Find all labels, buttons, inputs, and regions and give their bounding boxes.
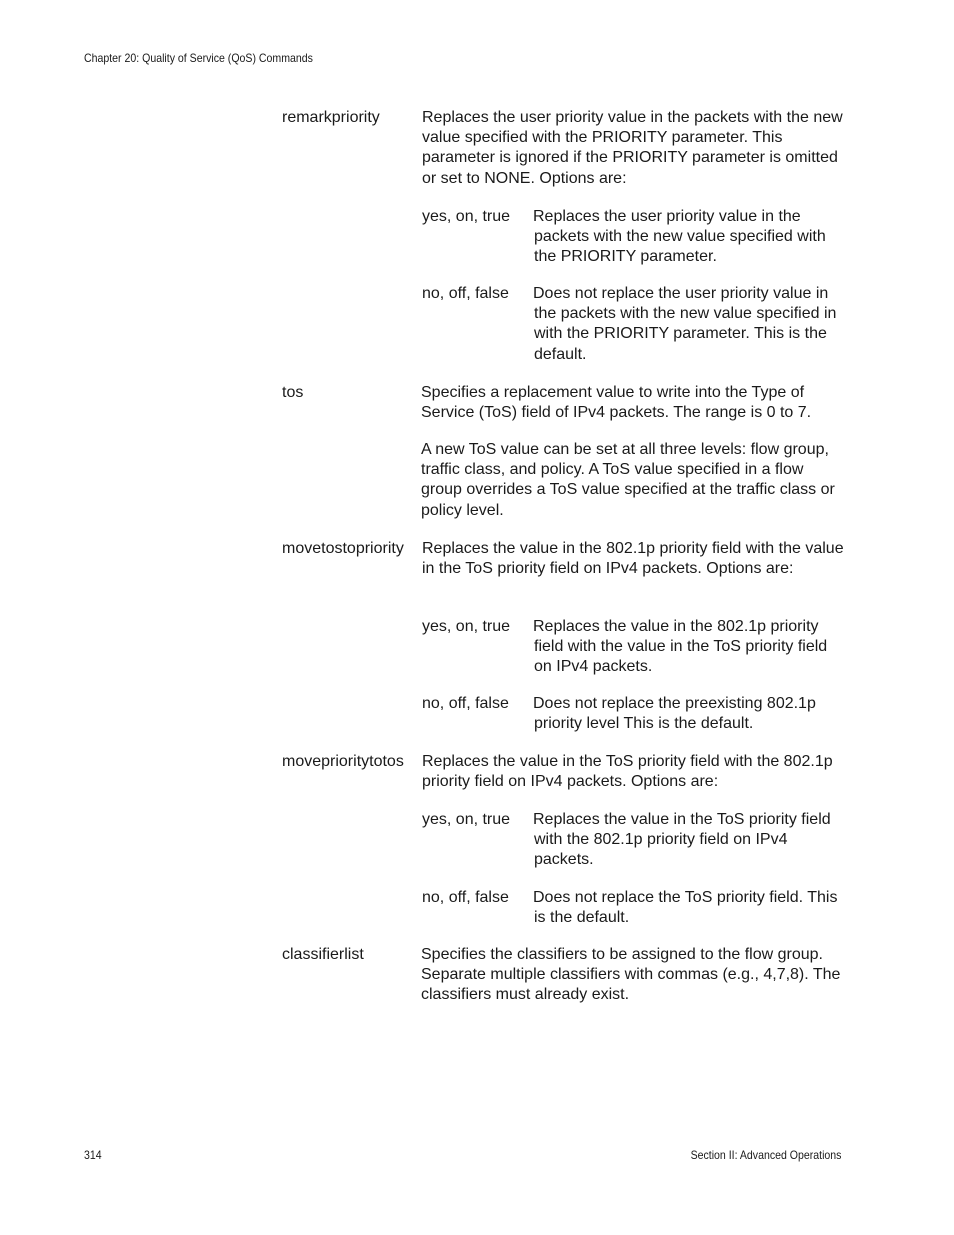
param-desc-remarkpriority: Replaces the user priority value in the packets with the new value specified with the PRIORITY parameter. This parameter is ignored if the PRIORITY parameter is omitted or set to NONE. Options are: bbox=[422, 109, 843, 187]
option-desc-moveprioritytotos-no: Does not replace the ToS priority field. This is the default. bbox=[533, 889, 838, 927]
option-desc-remarkpriority-yes: Replaces the user priority value in the packets with the new value specified with the PRIORITY parameter. bbox=[533, 208, 826, 266]
param-name-moveprioritytotos: moveprioritytotos bbox=[282, 753, 404, 770]
param-name-tos: tos bbox=[282, 384, 304, 401]
param-name-classifierlist: classifierlist bbox=[282, 946, 364, 963]
option-key-movetostopriority-yes: yes, on, true bbox=[422, 618, 511, 635]
param-desc-movetostopriority: Replaces the value in the 802.1p priority field with the value in the ToS priority field on IPv4 packets. Options are: bbox=[422, 540, 844, 578]
param-desc-classifierlist: Specifies the classifiers to be assigned to the flow group. Separate multiple classifiers with commas (e.g., 4,7,8). The classifiers must already exist. bbox=[421, 946, 841, 1004]
option-desc-movetostopriority-no: Does not replace the preexisting 802.1p priority level This is the default. bbox=[533, 695, 816, 733]
option-desc-movetostopriority-yes: Replaces the value in the 802.1p priority field with the value in the ToS priority field on IPv4 packets. bbox=[533, 618, 828, 676]
running-footer-section: Section II: Advanced Operations bbox=[690, 1148, 841, 1162]
running-header: Chapter 20: Quality of Service (QoS) Commands bbox=[84, 51, 313, 65]
option-desc-moveprioritytotos-yes: Replaces the value in the ToS priority field with the 802.1p priority field on IPv4 packets. bbox=[533, 811, 831, 869]
param-name-remarkpriority: remarkpriority bbox=[282, 109, 380, 126]
option-desc-remarkpriority-no: Does not replace the user priority value in the packets with the new value specified in with the PRIORITY parameter. This is the default. bbox=[533, 285, 837, 363]
page-number: 314 bbox=[84, 1148, 102, 1162]
option-key-remarkpriority-no: no, off, false bbox=[422, 285, 509, 302]
param-desc-moveprioritytotos: Replaces the value in the ToS priority field with the 802.1p priority field on IPv4 packets. Options are: bbox=[422, 753, 833, 791]
option-key-movetostopriority-no: no, off, false bbox=[422, 695, 509, 712]
option-key-moveprioritytotos-yes: yes, on, true bbox=[422, 811, 511, 828]
param-name-movetostopriority: movetostopriority bbox=[282, 540, 404, 557]
option-key-remarkpriority-yes: yes, on, true bbox=[422, 208, 511, 225]
option-key-moveprioritytotos-no: no, off, false bbox=[422, 889, 509, 906]
param-desc-tos: Specifies a replacement value to write into the Type of Service (ToS) field of IPv4 packets. The range is 0 to 7. bbox=[421, 384, 812, 422]
param-desc-tos-note: A new ToS value can be set at all three levels: flow group, traffic class, and policy. A ToS value specified in a flow group overrides a ToS value specified at the traffic class or policy level. bbox=[421, 441, 835, 519]
